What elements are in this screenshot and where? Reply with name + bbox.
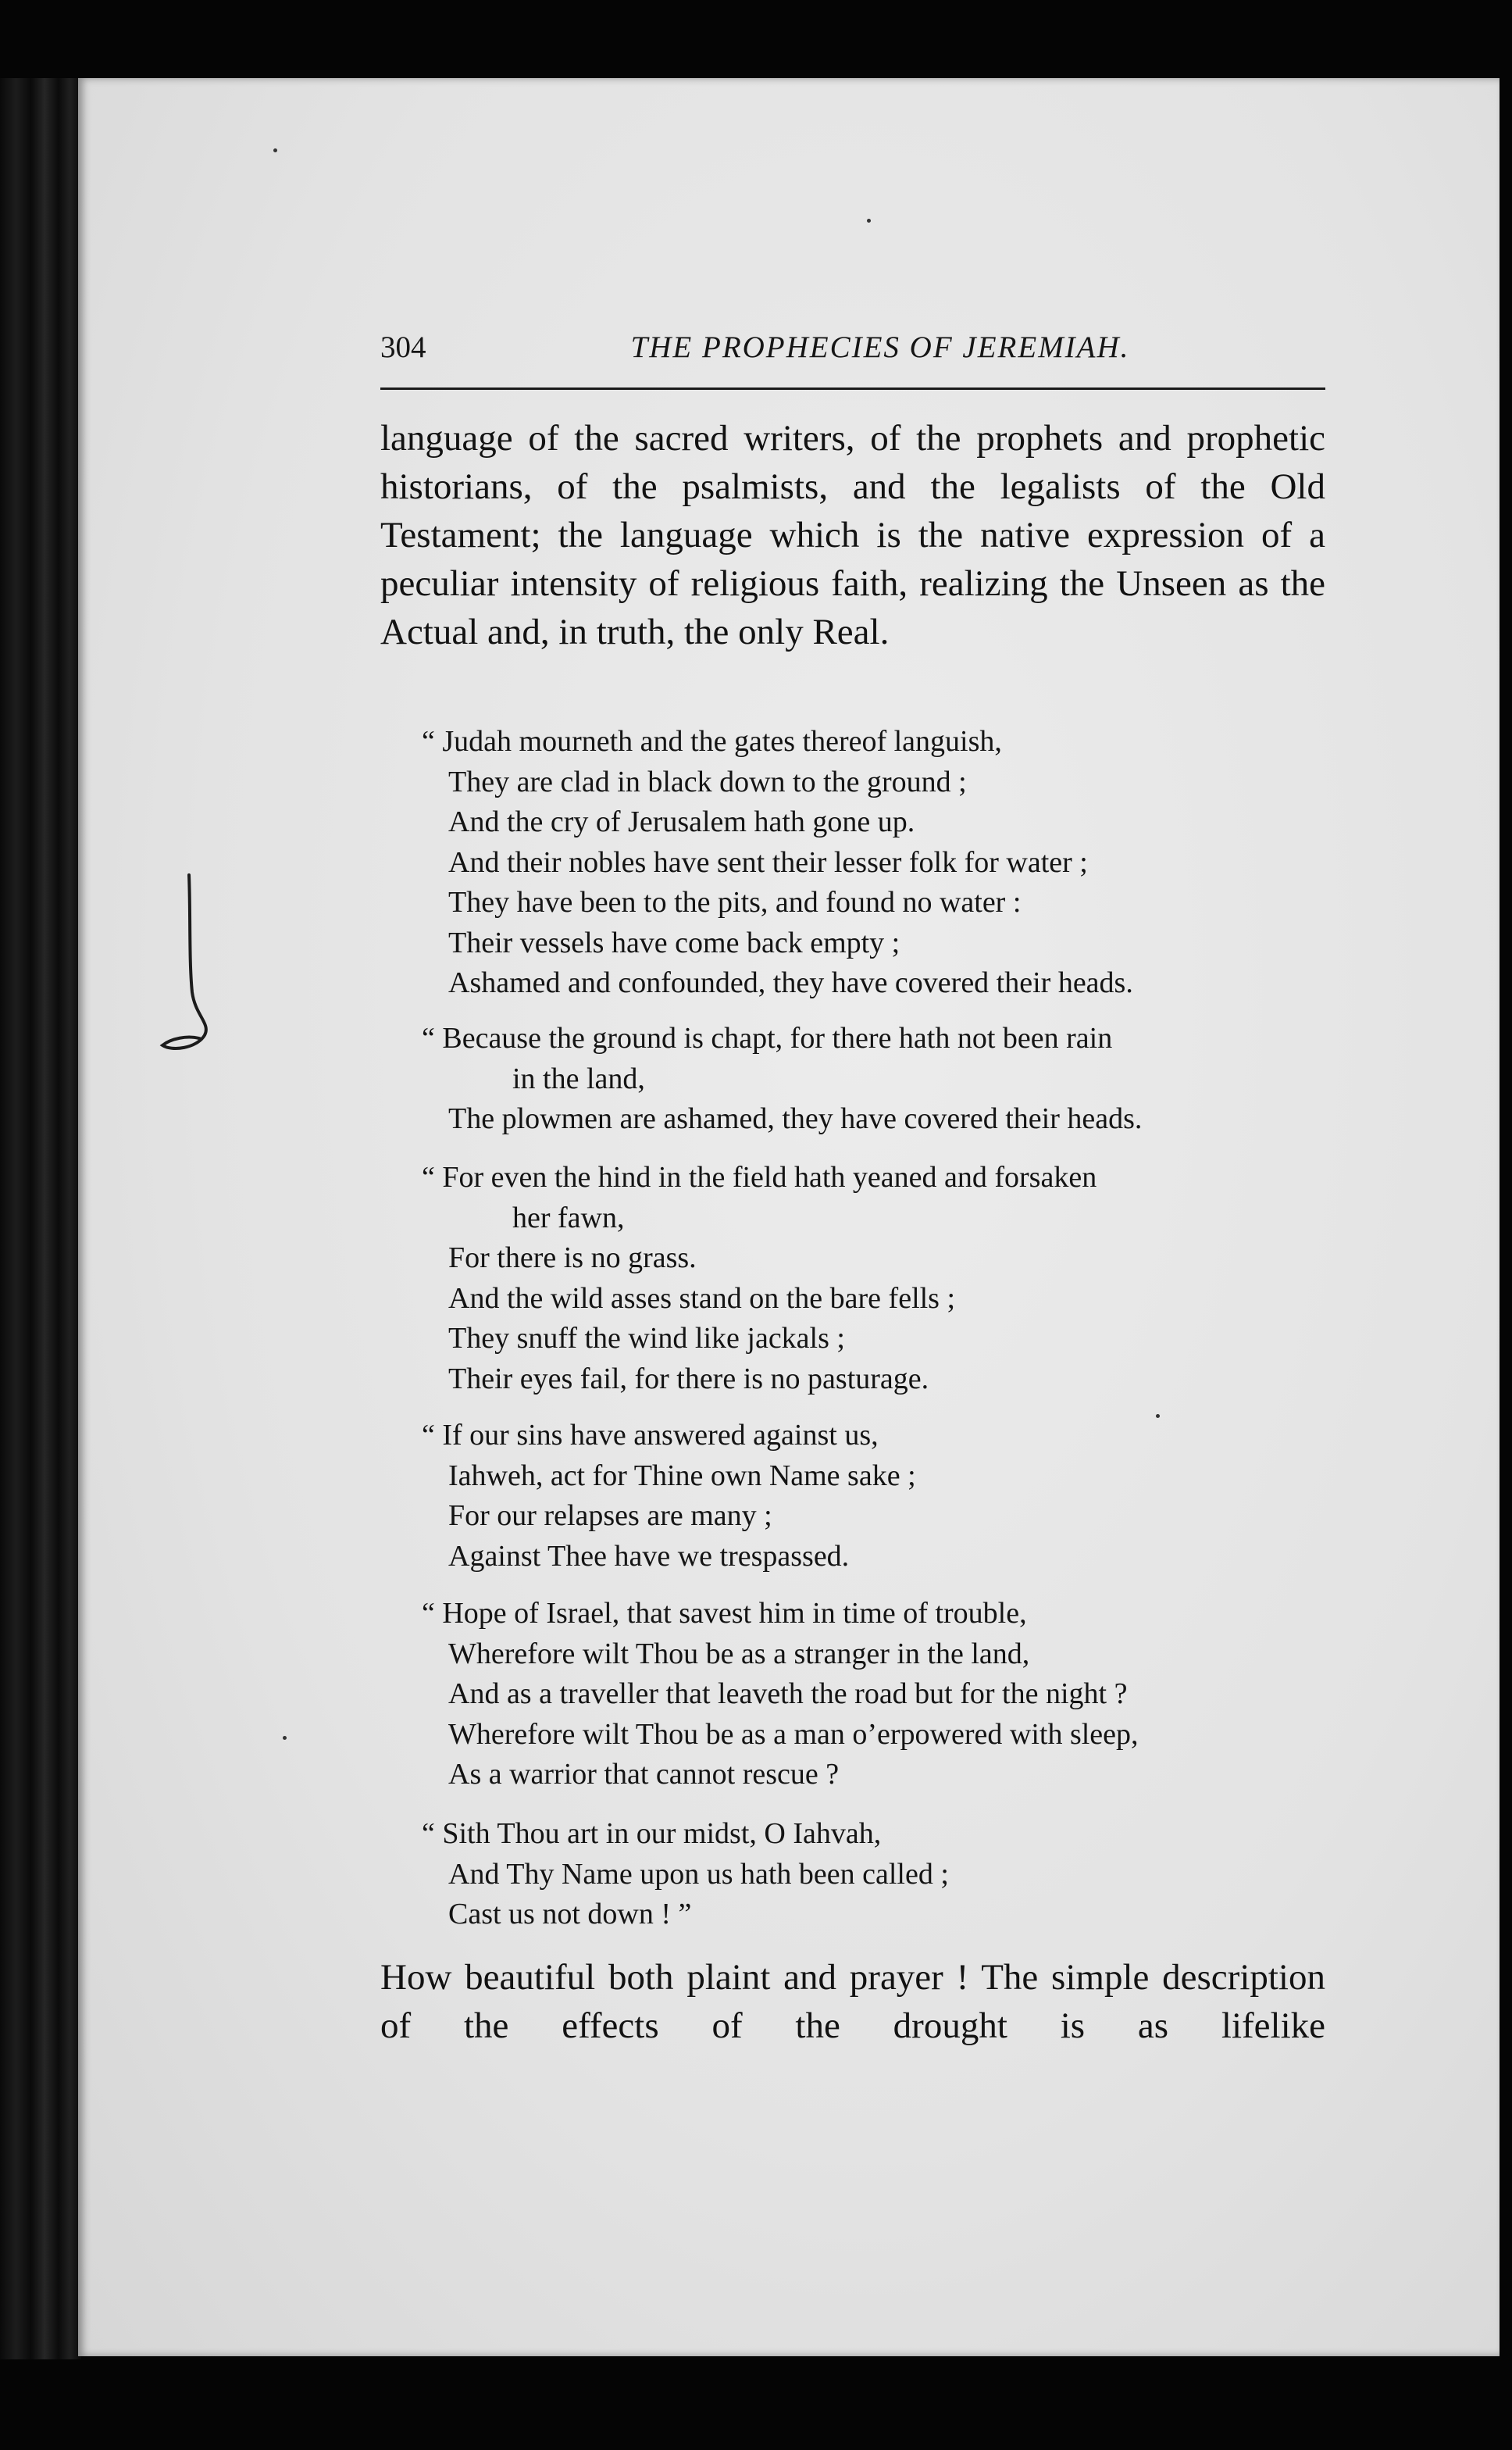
verse-line: They have been to the pits, and found no water : <box>448 886 1022 919</box>
stanza <box>422 1814 1328 1935</box>
stanza <box>422 1416 1328 1577</box>
verse-line: Their vessels have come back empty ; <box>448 926 900 959</box>
verse-line: And Thy Name upon us hath been called ; <box>448 1857 949 1891</box>
verse-line: As a warrior that cannot rescue ? <box>448 1758 840 1791</box>
page-number: 304 <box>380 330 426 364</box>
verse-line: They are clad in black down to the ground ; <box>448 765 967 798</box>
stanza <box>422 722 1328 1004</box>
verse-line: “ Because the ground is chapt, for there hath not been rain <box>422 1022 1113 1055</box>
stanza <box>422 1158 1328 1399</box>
verse-line: “ If our sins have answered against us, <box>422 1419 879 1452</box>
verse-line: “ Judah mourneth and the gates thereof languish, <box>422 725 1002 758</box>
verse-line: And the wild asses stand on the bare fells ; <box>448 1281 956 1315</box>
ink-speck <box>867 219 871 223</box>
handwritten-margin-bracket <box>156 867 226 1055</box>
verse-line: And the cry of Jerusalem hath gone up. <box>448 805 915 838</box>
verse-line: her fawn, <box>512 1201 625 1234</box>
closing-paragraph: How beautiful both plaint and prayer ! The simple description of the effects of the drought is as lifelike <box>380 1957 1325 2046</box>
ink-speck <box>283 1736 287 1740</box>
stanza <box>422 1594 1328 1795</box>
verse-line: Their eyes fail, for there is no pasturage. <box>448 1362 929 1395</box>
verse-line: “ Sith Thou art in our midst, O Iahvah, <box>422 1817 882 1850</box>
verse-line: Cast us not down ! ” <box>448 1898 692 1930</box>
verse-line: “ For even the hind in the field hath yeaned and forsaken <box>422 1161 1097 1194</box>
verse-line: For our relapses are many ; <box>448 1499 772 1532</box>
header-rule <box>380 388 1325 390</box>
ink-speck <box>273 148 277 152</box>
verse-line: Ashamed and confounded, they have covered their heads. <box>448 966 1133 999</box>
verse-line: And their nobles have sent their lesser folk for water ; <box>448 845 1088 879</box>
verse-line: Wherefore wilt Thou be as a man o’erpowered with sleep, <box>448 1717 1139 1751</box>
verse-line: They snuff the wind like jackals ; <box>448 1322 845 1355</box>
stanza <box>422 1019 1328 1140</box>
header-title: THE PROPHECIES OF JEREMIAH. <box>630 330 1130 364</box>
verse-line: in the land, <box>512 1062 645 1095</box>
verse-line: Iahweh, act for Thine own Name sake ; <box>448 1459 916 1492</box>
verse-line: The plowmen are ashamed, they have covered their heads. <box>448 1102 1143 1135</box>
running-head <box>380 328 1325 372</box>
verse-line: “ Hope of Israel, that savest him in time of trouble, <box>422 1597 1027 1630</box>
intro-paragraph: language of the sacred writers, of the prophets and prophetic historians, of the psalmists, and the legalists of the Old Testament; the language which is the native expression of a peculiar intensity of religious faith, realizing the Unseen as the Actual and, in truth, the only Real. <box>380 418 1325 652</box>
verse-line: Wherefore wilt Thou be as a stranger in the land, <box>448 1637 1030 1670</box>
verse-line: Against Thee have we trespassed. <box>448 1539 850 1573</box>
verse-line: For there is no grass. <box>448 1241 697 1274</box>
book-binding-edge <box>0 78 81 2359</box>
verse-line: And as a traveller that leaveth the road but for the night ? <box>448 1677 1128 1710</box>
